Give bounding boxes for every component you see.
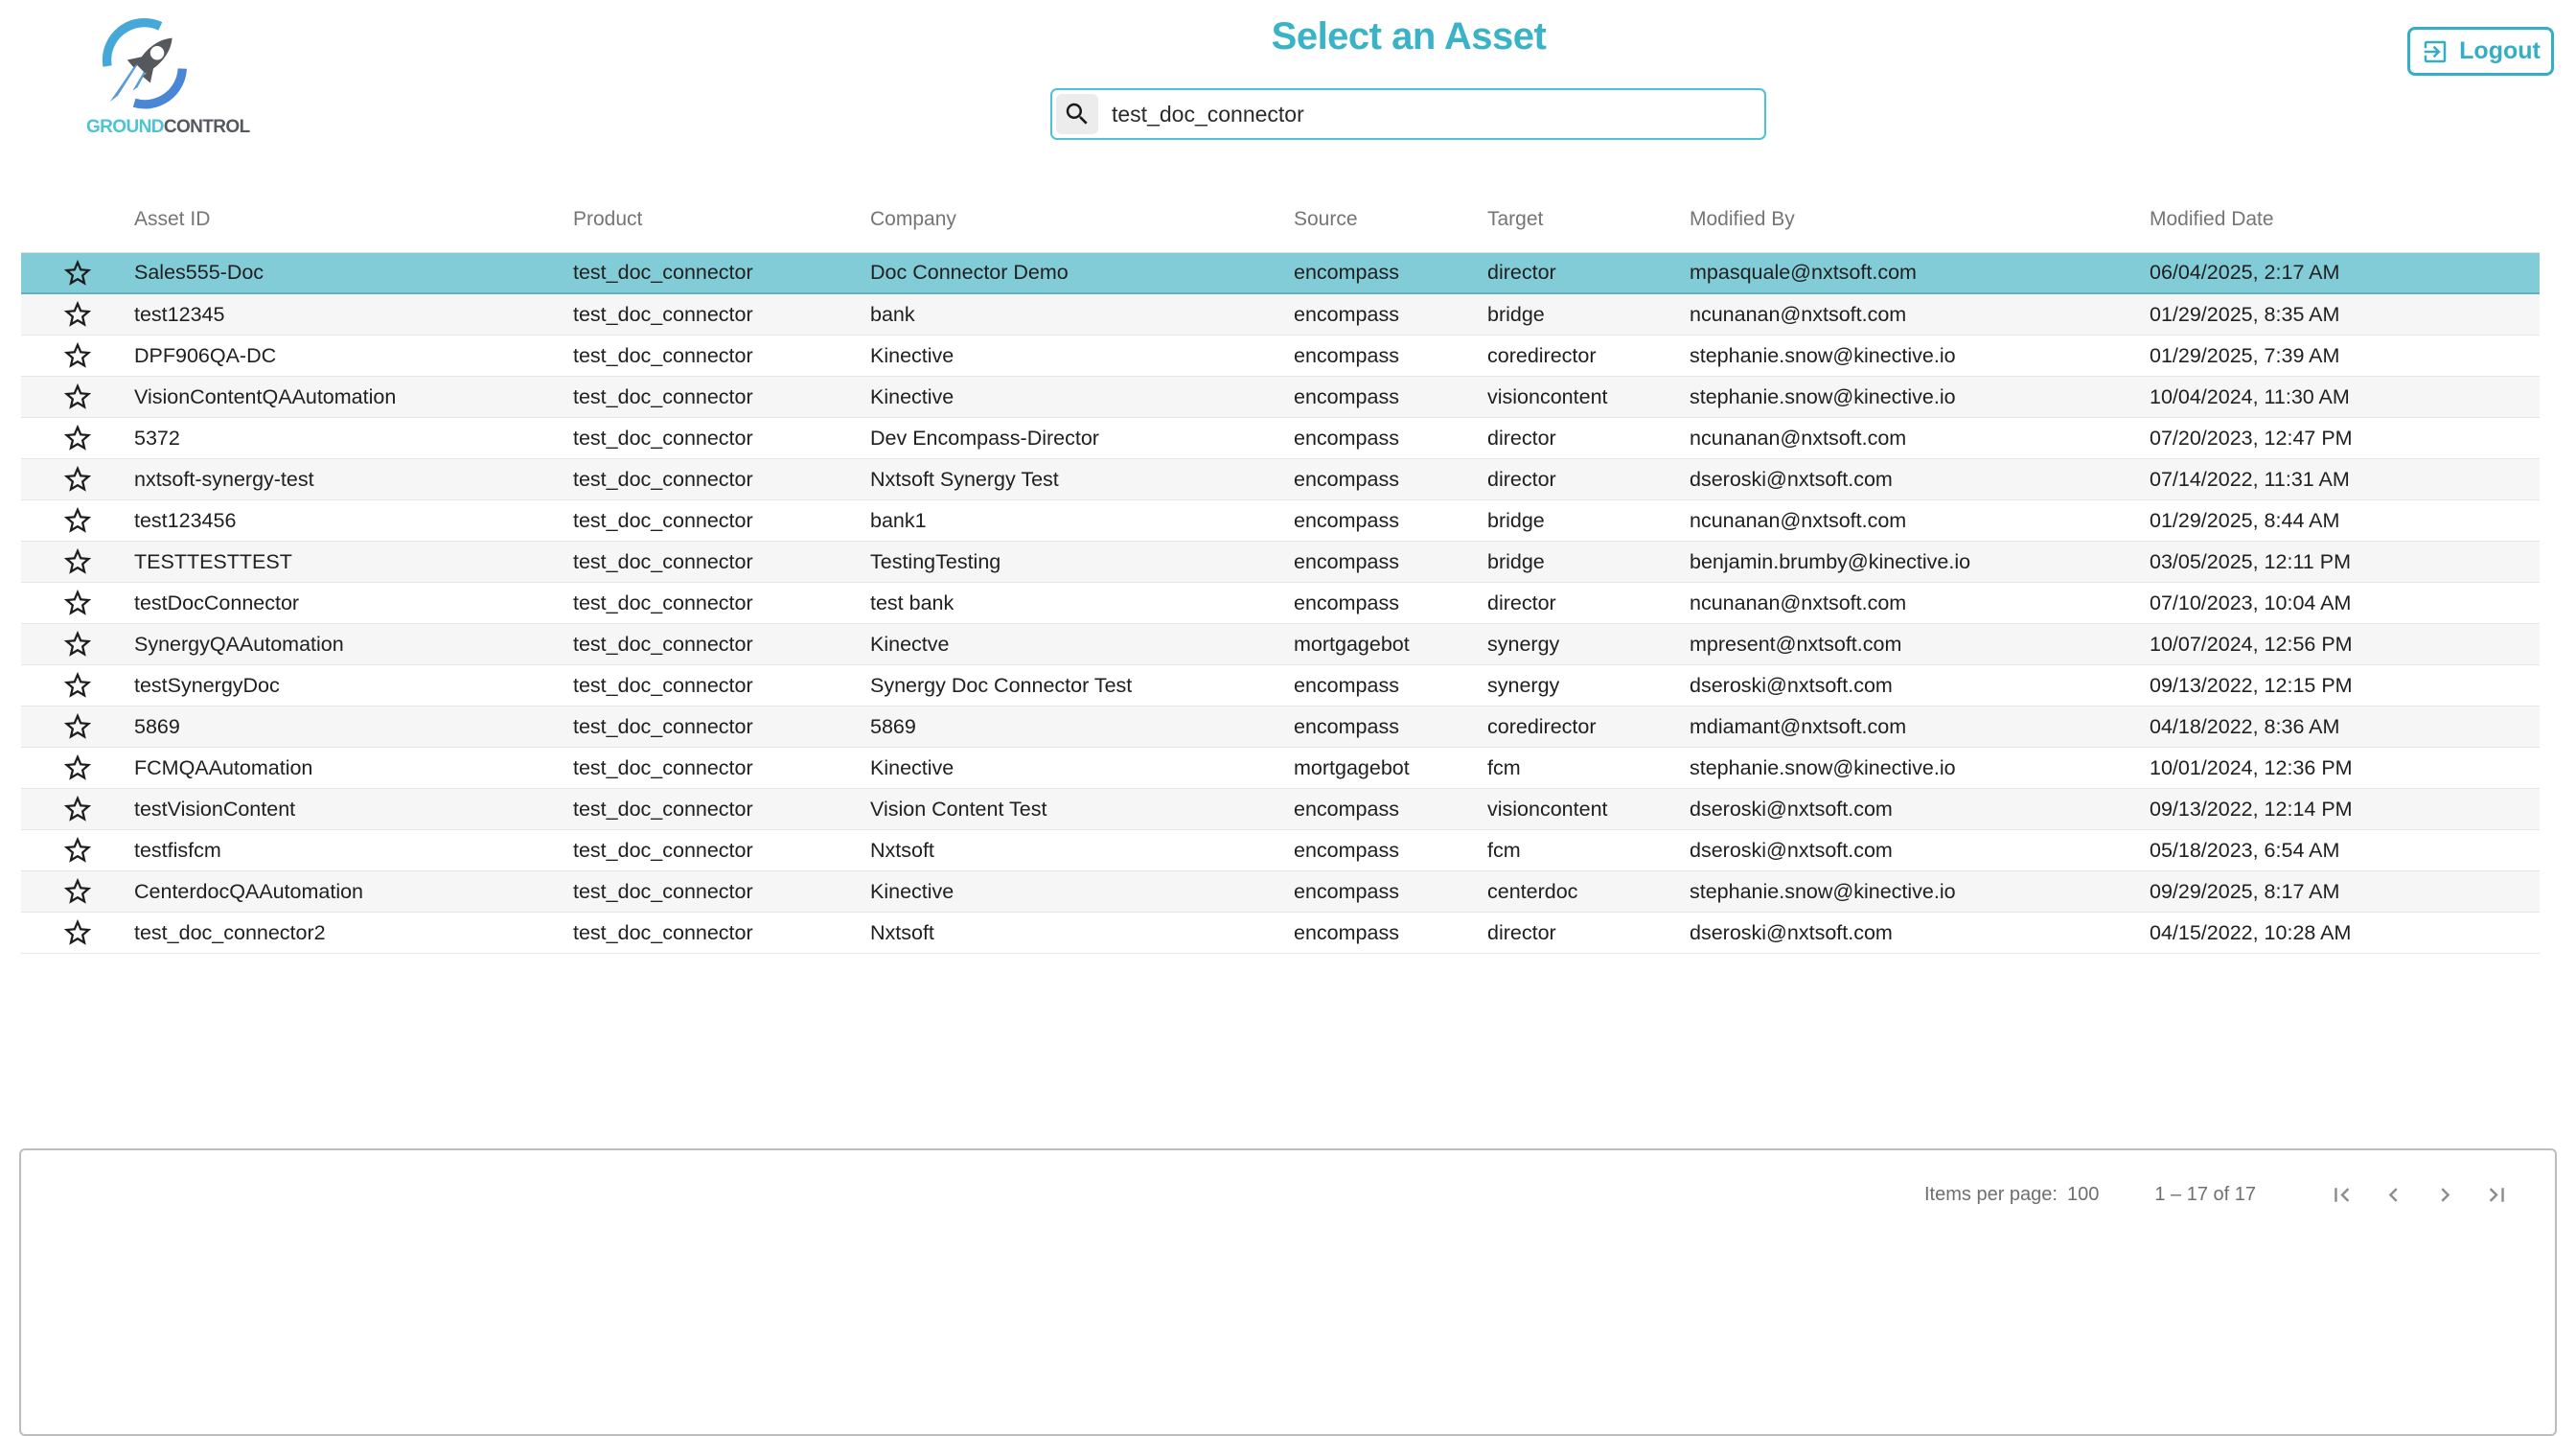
logo-word-ground: GROUND [86,117,164,137]
cell-company: Kinectve [870,632,950,656]
star-border-icon [61,422,94,454]
cell-company: TestingTesting [870,549,1001,573]
cell-company: bank1 [870,508,927,532]
cell-product: test_doc_connector [573,302,753,326]
cell-modified_by: stephanie.snow@kinective.io [1690,879,1956,903]
cell-asset_id: VisionContentQAAutomation [134,384,397,408]
search-input[interactable] [1112,102,1764,127]
table-row[interactable] [21,500,2540,542]
cell-source: encompass [1294,302,1399,326]
favorite-star-button[interactable] [21,257,134,290]
table-row[interactable] [21,418,2540,459]
cell-modified_date: 09/13/2022, 12:15 PM [2150,673,2353,697]
favorite-star-button[interactable] [21,463,134,496]
star-border-icon [61,793,94,825]
cell-asset_id: DPF906QA-DC [134,343,277,367]
cell-source: mortgagebot [1294,755,1410,779]
favorite-star-button[interactable] [21,752,134,784]
cell-source: encompass [1294,920,1399,944]
logout-button[interactable] [2407,27,2554,76]
cell-source: encompass [1294,467,1399,491]
next-page-button[interactable] [2419,1169,2471,1220]
cell-source: encompass [1294,879,1399,903]
last-page-button[interactable] [2471,1169,2522,1220]
table-row[interactable] [21,542,2540,583]
cell-company: Kinective [870,343,954,367]
cell-modified_date: 10/07/2024, 12:56 PM [2150,632,2353,656]
cell-product: test_doc_connector [573,343,753,367]
search-icon[interactable] [1056,94,1098,134]
cell-company: Nxtsoft Synergy Test [870,467,1059,491]
cell-company: Dev Encompass-Director [870,426,1099,450]
star-border-icon [61,381,94,413]
favorite-star-button[interactable] [21,504,134,537]
cell-modified_date: 01/29/2025, 8:35 AM [2150,302,2340,326]
cell-modified_date: 07/10/2023, 10:04 AM [2150,591,2352,614]
cell-modified_by: dseroski@nxtsoft.com [1690,920,1893,944]
favorite-star-button[interactable] [21,628,134,660]
table-row[interactable] [21,253,2540,294]
table-row[interactable] [21,871,2540,913]
cell-target: centerdoc [1487,879,1578,903]
cell-source: encompass [1294,714,1399,738]
table-row[interactable] [21,665,2540,706]
cell-product: test_doc_connector [573,261,753,284]
logout-icon [2421,37,2450,66]
first-page-button[interactable] [2315,1169,2367,1220]
star-border-icon [61,298,94,331]
cell-modified_by: dseroski@nxtsoft.com [1690,797,1893,821]
cell-product: test_doc_connector [573,508,753,532]
favorite-star-button[interactable] [21,875,134,908]
cell-product: test_doc_connector [573,632,753,656]
cell-asset_id: 5869 [134,714,180,738]
favorite-star-button[interactable] [21,545,134,578]
cell-modified_by: dseroski@nxtsoft.com [1690,673,1893,697]
cell-modified_by: ncunanan@nxtsoft.com [1690,426,1907,450]
asset-search-box [1050,88,1766,140]
star-border-icon [61,752,94,784]
table-row[interactable] [21,377,2540,418]
cell-company: Nxtsoft [870,838,934,862]
cell-asset_id: Sales555-Doc [134,261,264,284]
cell-product: test_doc_connector [573,714,753,738]
column-header-company[interactable]: Company [870,207,956,230]
cell-target: director [1487,920,1556,944]
logout-label: Logout [2459,37,2541,64]
rocket-logo-icon [97,17,195,115]
table-footer-card [19,1148,2557,1436]
cell-product: test_doc_connector [573,549,753,573]
cell-company: Doc Connector Demo [870,261,1069,284]
table-row[interactable] [21,830,2540,871]
favorite-star-button[interactable] [21,916,134,949]
cell-modified_by: mpasquale@nxtsoft.com [1690,261,1917,284]
cell-source: encompass [1294,508,1399,532]
cell-modified_date: 09/13/2022, 12:14 PM [2150,797,2353,821]
cell-modified_date: 01/29/2025, 8:44 AM [2150,508,2340,532]
cell-modified_date: 07/14/2022, 11:31 AM [2150,467,2350,491]
cell-source: encompass [1294,549,1399,573]
table-header-row [21,186,2540,253]
cell-target: bridge [1487,508,1545,532]
chevron-left-icon [2380,1181,2407,1209]
cell-modified_by: dseroski@nxtsoft.com [1690,467,1893,491]
groundcontrol-logo [86,17,250,138]
previous-page-button[interactable] [2367,1169,2419,1220]
cell-company: Synergy Doc Connector Test [870,673,1133,697]
cell-target: visioncontent [1487,384,1608,408]
cell-modified_date: 07/20/2023, 12:47 PM [2150,426,2353,450]
table-row[interactable] [21,706,2540,748]
cell-asset_id: SynergyQAAutomation [134,632,344,656]
table-row[interactable] [21,748,2540,789]
favorite-star-button[interactable] [21,422,134,454]
star-border-icon [61,463,94,496]
cell-target: fcm [1487,838,1521,862]
column-header-asset_id[interactable]: Asset ID [134,207,211,230]
cell-modified_date: 04/18/2022, 8:36 AM [2150,714,2340,738]
cell-asset_id: nxtsoft-synergy-test [134,467,314,491]
cell-modified_by: stephanie.snow@kinective.io [1690,384,1956,408]
star-border-icon [61,587,94,619]
cell-asset_id: CenterdocQAAutomation [134,879,364,903]
cell-product: test_doc_connector [573,920,753,944]
cell-asset_id: test_doc_connector2 [134,920,326,944]
cell-asset_id: testSynergyDoc [134,673,280,697]
table-row[interactable] [21,336,2540,377]
page-title: Select an Asset [1271,15,1547,58]
column-header-target[interactable]: Target [1487,207,1544,230]
cell-product: test_doc_connector [573,879,753,903]
cell-source: encompass [1294,384,1399,408]
cell-company: 5869 [870,714,916,738]
cell-target: visioncontent [1487,797,1608,821]
cell-company: Kinective [870,384,954,408]
cell-target: fcm [1487,755,1521,779]
column-header-source[interactable]: Source [1294,207,1358,230]
cell-modified_by: ncunanan@nxtsoft.com [1690,302,1907,326]
cell-target: director [1487,467,1556,491]
logo-wordmark [86,117,250,138]
cell-product: test_doc_connector [573,591,753,614]
cell-target: synergy [1487,632,1560,656]
favorite-star-button[interactable] [21,339,134,372]
cell-target: synergy [1487,673,1560,697]
cell-product: test_doc_connector [573,467,753,491]
favorite-star-button[interactable] [21,669,134,702]
favorite-star-button[interactable] [21,298,134,331]
cell-target: bridge [1487,302,1545,326]
cell-modified_date: 04/15/2022, 10:28 AM [2150,920,2352,944]
star-border-icon [61,504,94,537]
cell-asset_id: 5372 [134,426,180,450]
cell-asset_id: testVisionContent [134,797,296,821]
cell-company: Kinective [870,879,954,903]
paginator-range-label: 1 – 17 of 17 [2154,1183,2256,1205]
star-border-icon [61,628,94,660]
cell-modified_date: 03/05/2025, 12:11 PM [2150,549,2351,573]
cell-target: bridge [1487,549,1545,573]
favorite-star-button[interactable] [21,834,134,867]
cell-source: encompass [1294,343,1399,367]
asset-table [21,186,2540,954]
cell-asset_id: test123456 [134,508,237,532]
cell-product: test_doc_connector [573,755,753,779]
items-per-page-label: Items per page: [1924,1183,2058,1205]
cell-modified_date: 06/04/2025, 2:17 AM [2150,261,2340,284]
cell-target: coredirector [1487,343,1597,367]
cell-product: test_doc_connector [573,384,753,408]
star-border-icon [61,545,94,578]
cell-source: encompass [1294,261,1399,284]
chevron-right-icon [2431,1181,2459,1209]
star-border-icon [61,669,94,702]
star-border-icon [61,916,94,949]
cell-asset_id: testfisfcm [134,838,221,862]
star-border-icon [61,834,94,867]
cell-modified_date: 01/29/2025, 7:39 AM [2150,343,2340,367]
cell-modified_by: mdiamant@nxtsoft.com [1690,714,1907,738]
cell-modified_by: benjamin.brumby@kinective.io [1690,549,1971,573]
cell-asset_id: FCMQAAutomation [134,755,313,779]
favorite-star-button[interactable] [21,710,134,743]
cell-modified_date: 10/04/2024, 11:30 AM [2150,384,2350,408]
cell-target: director [1487,426,1556,450]
cell-source: encompass [1294,797,1399,821]
cell-source: mortgagebot [1294,632,1410,656]
cell-company: bank [870,302,915,326]
cell-target: coredirector [1487,714,1597,738]
cell-asset_id: TESTTESTTEST [134,549,292,573]
cell-product: test_doc_connector [573,797,753,821]
favorite-star-button[interactable] [21,587,134,619]
cell-target: director [1487,261,1556,284]
column-header-modified_date[interactable]: Modified Date [2150,207,2274,230]
cell-source: encompass [1294,426,1399,450]
logo-word-control: CONTROL [163,117,250,137]
cell-product: test_doc_connector [573,426,753,450]
favorite-star-button[interactable] [21,793,134,825]
cell-company: Vision Content Test [870,797,1047,821]
column-header-product[interactable]: Product [573,207,643,230]
cell-company: test bank [870,591,954,614]
cell-modified_by: mpresent@nxtsoft.com [1690,632,1902,656]
table-row[interactable] [21,459,2540,500]
cell-modified_by: ncunanan@nxtsoft.com [1690,508,1907,532]
table-row[interactable] [21,583,2540,624]
cell-asset_id: test12345 [134,302,225,326]
star-border-icon [61,257,94,290]
first-page-icon [2328,1181,2356,1209]
cell-company: Nxtsoft [870,920,934,944]
cell-source: encompass [1294,591,1399,614]
cell-modified_date: 09/29/2025, 8:17 AM [2150,879,2340,903]
star-border-icon [61,339,94,372]
last-page-icon [2483,1181,2511,1209]
cell-modified_by: stephanie.snow@kinective.io [1690,343,1956,367]
table-row[interactable] [21,789,2540,830]
cell-modified_by: stephanie.snow@kinective.io [1690,755,1956,779]
cell-source: encompass [1294,838,1399,862]
table-row[interactable] [21,294,2540,336]
paginator [21,1150,2555,1239]
cell-modified_by: dseroski@nxtsoft.com [1690,838,1893,862]
items-per-page-select[interactable]: 100 [2066,1183,2100,1205]
cell-modified_date: 10/01/2024, 12:36 PM [2150,755,2353,779]
cell-product: test_doc_connector [573,673,753,697]
cell-product: test_doc_connector [573,838,753,862]
column-header-modified_by[interactable]: Modified By [1690,207,1795,230]
star-border-icon [61,875,94,908]
table-row[interactable] [21,624,2540,665]
star-border-icon [61,710,94,743]
cell-source: encompass [1294,673,1399,697]
table-row[interactable] [21,913,2540,954]
favorite-star-button[interactable] [21,381,134,413]
cell-asset_id: testDocConnector [134,591,300,614]
cell-target: director [1487,591,1556,614]
cell-modified_date: 05/18/2023, 6:54 AM [2150,838,2340,862]
cell-company: Kinective [870,755,954,779]
cell-modified_by: ncunanan@nxtsoft.com [1690,591,1907,614]
